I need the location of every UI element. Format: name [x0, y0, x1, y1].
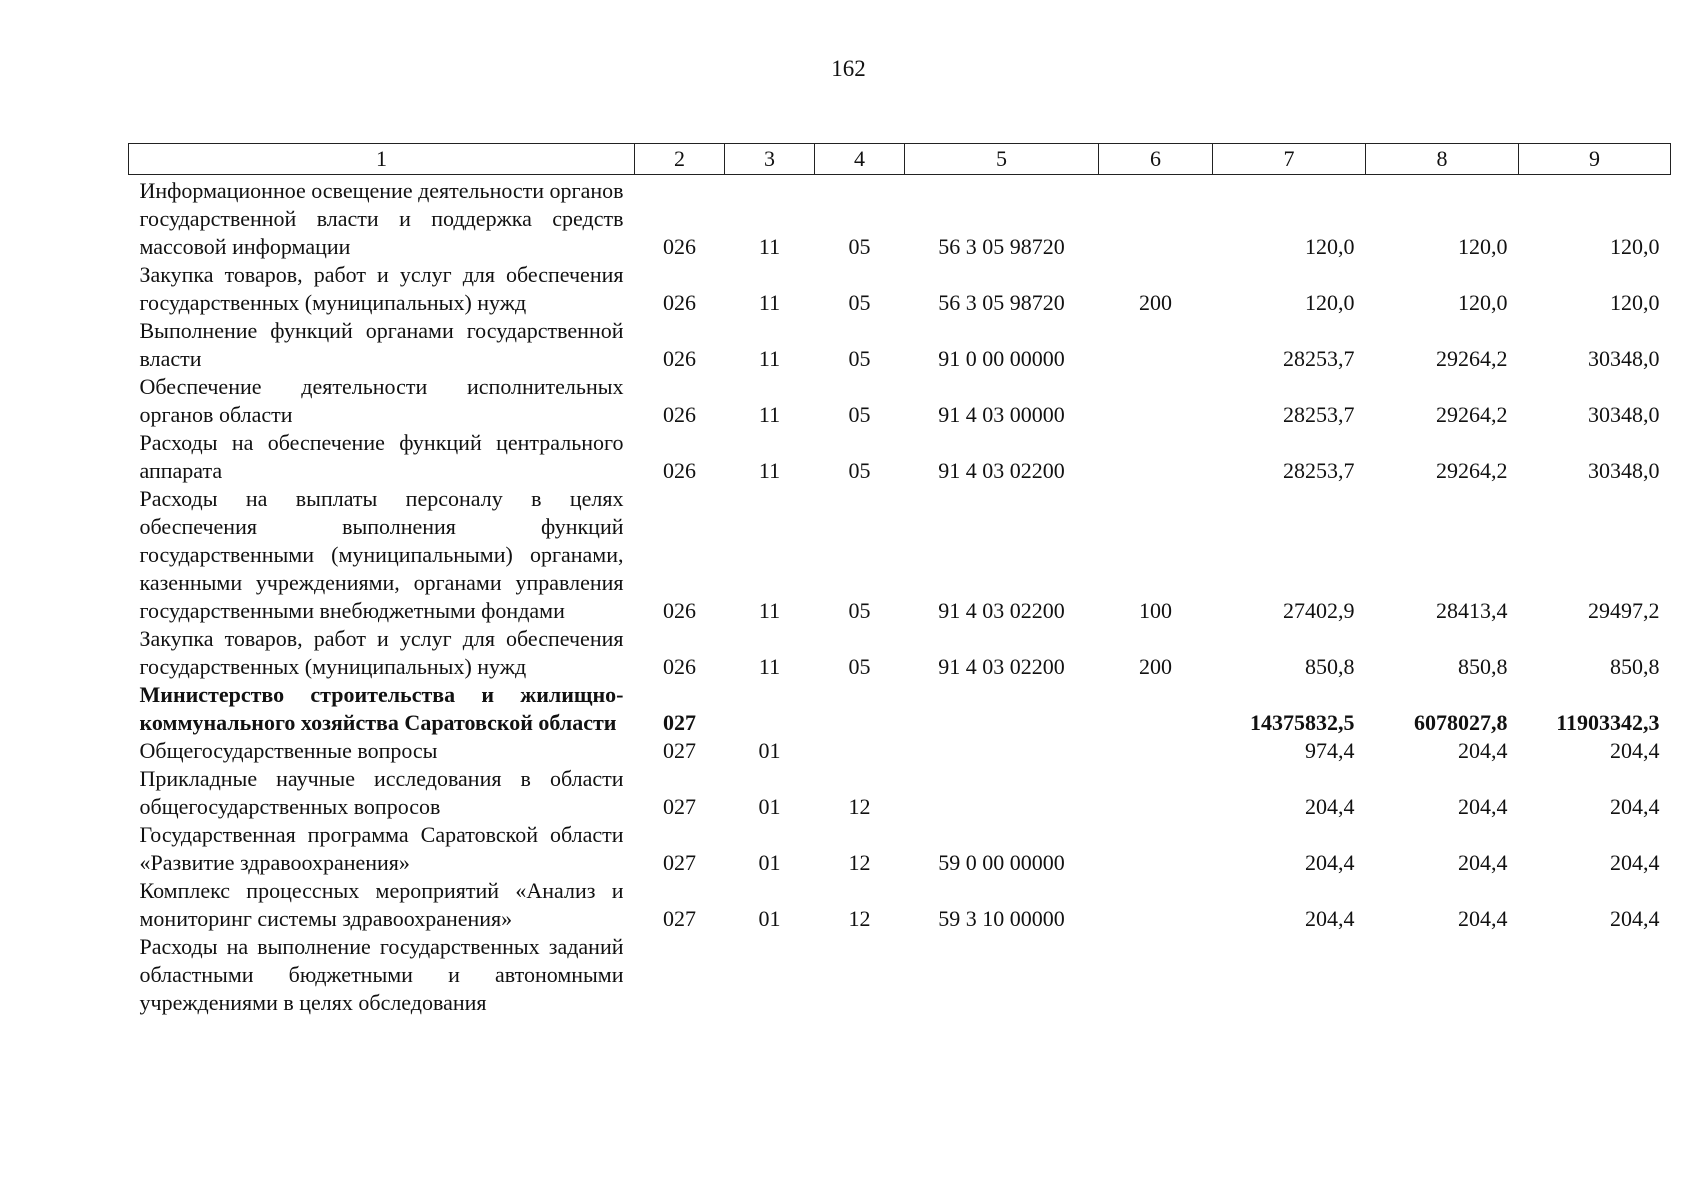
table-row	[129, 373, 1671, 429]
row-name: Выполнение функций органами государственной власти	[139, 318, 624, 371]
table-row	[129, 877, 1671, 933]
row-value-9: 11903342,3	[1556, 710, 1660, 735]
row-value-9: 204,4	[1610, 850, 1660, 875]
row-value-8: 28413,4	[1436, 598, 1508, 623]
row-value-9: 29497,2	[1588, 598, 1660, 623]
row-value-7: 204,4	[1305, 906, 1355, 931]
row-code-3: 11	[758, 290, 781, 315]
row-code-4: 05	[848, 458, 871, 483]
row-code-6: 100	[1139, 598, 1172, 623]
row-name: Расходы на выполнение государственных заданий областными бюджетными и автономными учреждениями в целях обследования	[139, 934, 624, 1015]
row-value-8: 6078027,8	[1414, 710, 1508, 735]
row-code-6	[1099, 737, 1213, 765]
row-code-5: 56 3 05 98720	[938, 234, 1065, 259]
header-col-7: 7	[1213, 144, 1366, 175]
header-col-3: 3	[725, 144, 815, 175]
row-name: Обеспечение деятельности исполнительных органов области	[139, 374, 624, 427]
row-value-7: 28253,7	[1283, 402, 1355, 427]
row-value-8: 120,0	[1458, 234, 1508, 259]
row-code-3: 01	[758, 906, 781, 931]
row-value-9: 204,4	[1610, 738, 1660, 763]
row-code-5: 56 3 05 98720	[938, 290, 1065, 315]
row-code-6	[1099, 933, 1213, 1017]
row-value-7: 120,0	[1305, 290, 1355, 315]
row-name: Комплекс процессных мероприятий «Анализ и мониторинг системы здравоохранения»	[139, 878, 624, 931]
table-row	[129, 429, 1671, 485]
row-code-2: 027	[663, 850, 696, 875]
row-code-6	[1099, 429, 1213, 485]
row-code-2: 026	[663, 654, 696, 679]
row-code-5: 91 4 03 02200	[938, 654, 1065, 679]
row-value-8: 204,4	[1458, 906, 1508, 931]
row-code-4: 05	[848, 346, 871, 371]
row-code-3: 11	[758, 598, 781, 623]
row-code-5	[905, 681, 1099, 737]
row-code-6	[1099, 175, 1213, 262]
row-code-4: 05	[848, 598, 871, 623]
header-col-4: 4	[815, 144, 905, 175]
row-code-6	[1099, 877, 1213, 933]
row-code-2: 027	[663, 794, 696, 819]
row-value-8: 204,4	[1458, 850, 1508, 875]
row-value-7: 14375832,5	[1250, 710, 1355, 735]
table-row	[129, 261, 1671, 317]
row-value-8	[1366, 933, 1519, 1017]
row-code-3: 01	[758, 738, 781, 763]
row-code-4: 05	[848, 654, 871, 679]
row-code-2: 026	[663, 346, 696, 371]
row-name: Закупка товаров, работ и услуг для обеспечения государственных (муниципальных) нужд	[139, 626, 624, 679]
row-code-5: 91 4 03 00000	[938, 402, 1065, 427]
row-name: Расходы на выплаты персоналу в целях обеспечения выполнения функций государственными (муниципальными) органами, казенными учреждениями, органами управления государственными внебюджетными фондами	[139, 486, 624, 623]
row-value-9: 30348,0	[1588, 458, 1660, 483]
row-code-3	[725, 933, 815, 1017]
row-code-5: 59 0 00 00000	[938, 850, 1065, 875]
row-code-4	[815, 933, 905, 1017]
row-value-9	[1519, 933, 1671, 1017]
row-code-6	[1099, 317, 1213, 373]
row-code-2: 026	[663, 458, 696, 483]
row-code-5: 59 3 10 00000	[938, 906, 1065, 931]
row-code-3	[725, 681, 815, 737]
table-body	[129, 175, 1671, 1018]
table-row	[129, 625, 1671, 681]
row-value-8: 850,8	[1458, 654, 1508, 679]
row-value-7: 28253,7	[1283, 346, 1355, 371]
table-row	[129, 933, 1671, 1017]
table-header	[129, 144, 1671, 175]
row-name: Информационное освещение деятельности органов государственной власти и поддержка средств массовой информации	[139, 178, 624, 259]
row-code-3: 11	[758, 458, 781, 483]
row-value-7: 850,8	[1305, 654, 1355, 679]
row-code-4: 12	[848, 850, 871, 875]
row-value-8: 29264,2	[1436, 346, 1508, 371]
row-code-6	[1099, 765, 1213, 821]
header-col-1: 1	[129, 144, 635, 175]
row-value-8: 29264,2	[1436, 458, 1508, 483]
budget-table	[128, 143, 1671, 1017]
header-col-8: 8	[1366, 144, 1519, 175]
table-row	[129, 175, 1671, 262]
row-code-6: 200	[1139, 654, 1172, 679]
row-code-5	[905, 737, 1099, 765]
row-name: Расходы на обеспечение функций центрального аппарата	[139, 430, 624, 483]
row-value-7: 974,4	[1305, 738, 1355, 763]
row-value-9: 850,8	[1610, 654, 1660, 679]
row-value-7: 28253,7	[1283, 458, 1355, 483]
row-name: Государственная программа Саратовской области «Развитие здравоохранения»	[139, 822, 624, 875]
row-code-2: 026	[663, 402, 696, 427]
row-value-7: 204,4	[1305, 850, 1355, 875]
row-value-7: 204,4	[1305, 794, 1355, 819]
table-row	[129, 317, 1671, 373]
row-value-9: 120,0	[1610, 290, 1660, 315]
row-code-3: 01	[758, 794, 781, 819]
row-value-9: 30348,0	[1588, 402, 1660, 427]
row-name: Прикладные научные исследования в области общегосударственных вопросов	[139, 766, 624, 819]
row-name: Закупка товаров, работ и услуг для обеспечения государственных (муниципальных) нужд	[139, 262, 624, 315]
row-code-4: 12	[848, 906, 871, 931]
header-col-6: 6	[1099, 144, 1213, 175]
row-code-6	[1099, 821, 1213, 877]
row-value-8: 204,4	[1458, 794, 1508, 819]
row-code-4: 05	[848, 402, 871, 427]
row-value-9: 30348,0	[1588, 346, 1660, 371]
row-code-2: 027	[663, 738, 696, 763]
row-code-2: 026	[663, 598, 696, 623]
row-code-2: 026	[663, 234, 696, 259]
page-number: 162	[831, 56, 866, 81]
row-code-2	[635, 933, 725, 1017]
row-code-5	[905, 765, 1099, 821]
row-code-3: 01	[758, 850, 781, 875]
row-value-9: 120,0	[1610, 234, 1660, 259]
row-code-5: 91 4 03 02200	[938, 598, 1065, 623]
row-value-8: 120,0	[1458, 290, 1508, 315]
row-name: Министерство строительства и жилищно-коммунального хозяйства Саратовской области	[139, 682, 624, 735]
row-value-8: 204,4	[1458, 738, 1508, 763]
row-value-8: 29264,2	[1436, 402, 1508, 427]
row-code-3: 11	[758, 654, 781, 679]
row-code-3: 11	[758, 402, 781, 427]
row-code-6	[1099, 373, 1213, 429]
table-row	[129, 737, 1671, 765]
row-code-2: 027	[663, 710, 696, 735]
row-code-3: 11	[758, 234, 781, 259]
header-col-2: 2	[635, 144, 725, 175]
row-code-6	[1099, 681, 1213, 737]
header-col-5: 5	[905, 144, 1099, 175]
row-name: Общегосударственные вопросы	[139, 738, 438, 763]
row-code-5: 91 4 03 02200	[938, 458, 1065, 483]
table-row	[129, 485, 1671, 625]
row-code-3: 11	[758, 346, 781, 371]
row-code-4: 12	[848, 794, 871, 819]
row-code-2: 026	[663, 290, 696, 315]
row-value-7	[1213, 933, 1366, 1017]
row-value-9: 204,4	[1610, 906, 1660, 931]
row-value-7: 27402,9	[1283, 598, 1355, 623]
row-code-6: 200	[1139, 290, 1172, 315]
table-row	[129, 765, 1671, 821]
row-code-4: 05	[848, 290, 871, 315]
row-code-5: 91 0 00 00000	[938, 346, 1065, 371]
row-code-5	[905, 933, 1099, 1017]
row-value-9: 204,4	[1610, 794, 1660, 819]
row-code-4: 05	[848, 234, 871, 259]
table-row	[129, 681, 1671, 737]
row-code-4	[815, 681, 905, 737]
header-col-9: 9	[1519, 144, 1671, 175]
row-code-4	[815, 737, 905, 765]
row-code-2: 027	[663, 906, 696, 931]
header-row	[129, 144, 1671, 175]
row-value-7: 120,0	[1305, 234, 1355, 259]
table-row	[129, 821, 1671, 877]
